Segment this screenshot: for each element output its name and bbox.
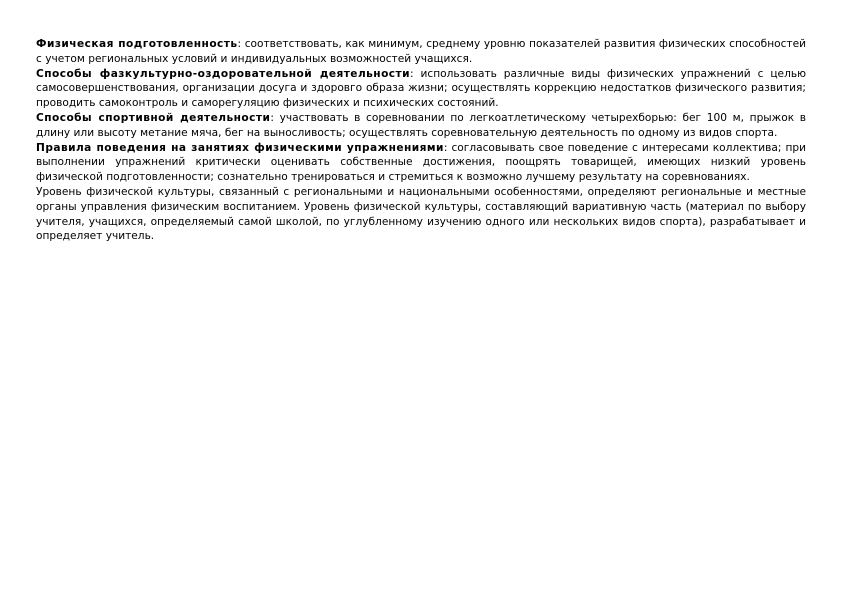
paragraph-term: Правила поведения на занятиях физическими упражнениями bbox=[36, 141, 444, 154]
paragraph-term: Способы фазкультурно-оздоровательной деятельности bbox=[36, 67, 410, 80]
paragraph-physical-preparedness bbox=[36, 37, 806, 67]
paragraph-health-activity bbox=[36, 67, 806, 111]
paragraph-term: Способы спортивной деятельности bbox=[36, 111, 271, 124]
paragraph-text: : участвовать в соревновании по легкоатлетическому четырехборью: бег 100 м, прыжок в длину или высоту метание мяча, бег на выносливость; осуществлять соревновательную деятельность по одному из видов спорта. bbox=[36, 111, 806, 139]
paragraph-text: : использовать различные виды физических упражнений с целью самосовершенствования, организации досуга и здоровго образа жизни; осуществлять коррекцию недостатков физического развития; проводить самоконтроль и саморегуляцию физических и психических состояний. bbox=[36, 67, 807, 110]
paragraph-sports-activity bbox=[36, 111, 806, 141]
paragraph-behavior-rules bbox=[36, 141, 806, 185]
paragraph-culture-level bbox=[36, 185, 806, 244]
paragraph-term: Физическая подготовленность bbox=[36, 38, 238, 50]
text-block bbox=[36, 37, 806, 244]
paragraph-text: : соответствовать, как минимум, среднему уровню показателей развития физических способностей с учетом региональных условий и индивидуальных возможностей учащихся. bbox=[36, 38, 807, 65]
paragraph-text: : согласовывать свое поведение с интересами коллектива; при выполнении упражнений критически оценивать собственные достижения, поощрять товарищей, имеющих низкий уровень физической подготовленности; сознательно тренироваться и стремиться к возможно лучшему результату на соревнованиях. bbox=[36, 141, 807, 184]
paragraph-text: Уровень физической культуры, связанный с региональными и национальными особенностями, определяют региональные и местные органы управления физическим воспитанием. Уровень физической культуры, составляющий вариативную часть (материал по выбору учителя, учащихся, определяемый самой школой, по углубленному изучению одного или нескольких видов спорта), разрабатывает и определяет учитель. bbox=[36, 185, 806, 243]
